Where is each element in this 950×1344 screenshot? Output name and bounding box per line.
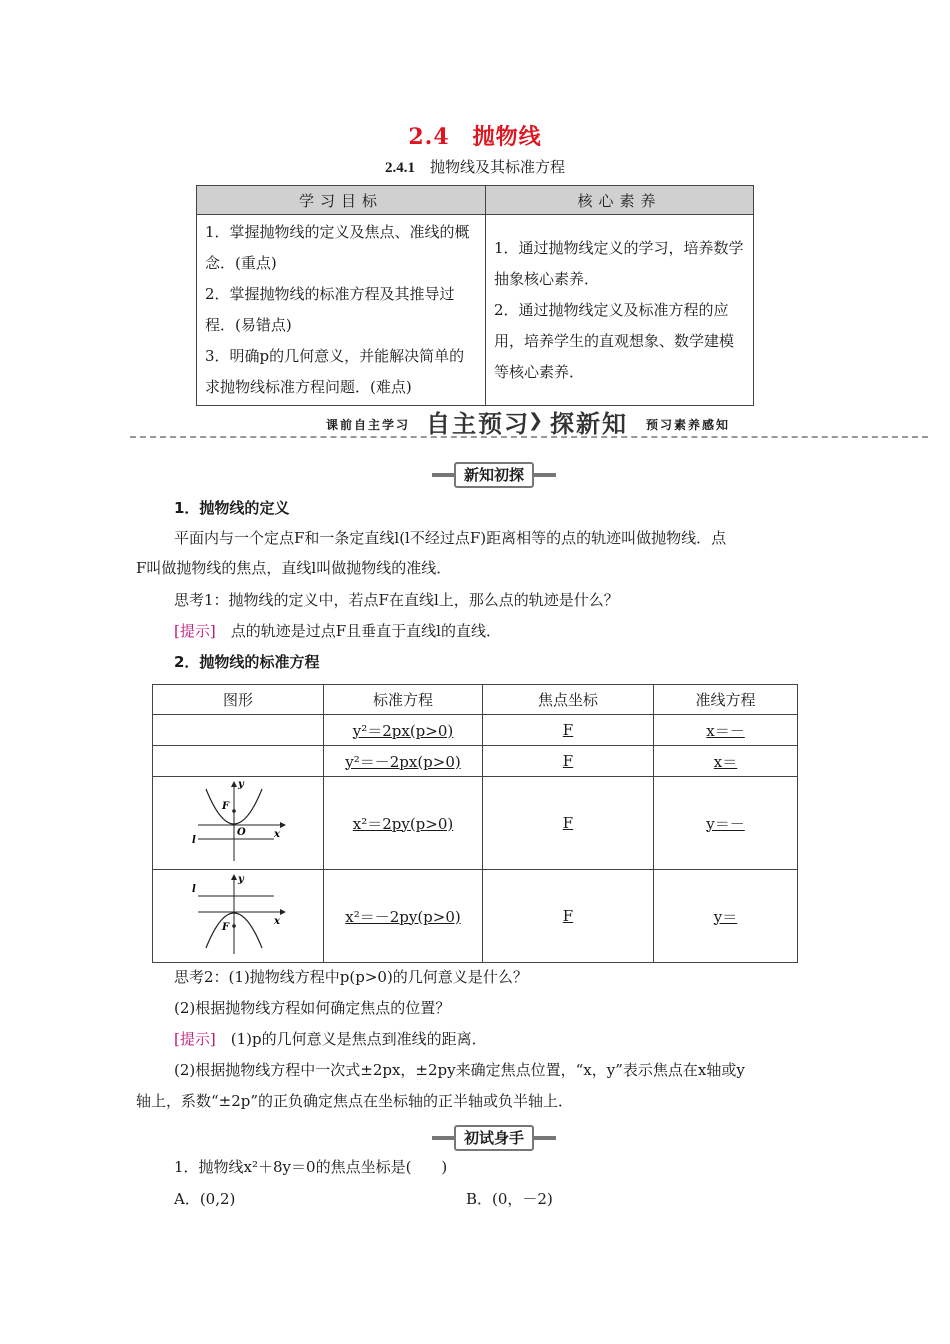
- parabola-up-graph: [188, 779, 288, 863]
- standard-equation-heading: 2．抛物线的标准方程: [174, 653, 320, 671]
- y-axis-arrow: [231, 781, 237, 787]
- think-question-2b: (2)根据抛物线方程如何确定焦点的位置？: [174, 999, 451, 1017]
- banner-right-text: 预习素养感知: [646, 418, 731, 432]
- y-label: y: [238, 779, 244, 790]
- equation-cell: y²＝2px(p>0): [324, 715, 483, 746]
- equation-cell: x²＝－2py(p>0): [324, 870, 483, 963]
- page-title: 2.4 抛物线: [408, 124, 542, 150]
- hint-text: 点的轨迹是过点F且垂直于直线l的直线．: [230, 622, 501, 640]
- section-title: 初试身手: [454, 1125, 534, 1151]
- graph-cell: [153, 715, 324, 746]
- subtitle-text: 抛物线及其标准方程: [414, 158, 565, 176]
- y-axis-arrow: [231, 874, 237, 880]
- goals-header-right: 核心素养: [486, 186, 754, 215]
- goal-item: 1．掌握抛物线的定义及焦点、准线的概念．(重点): [205, 223, 470, 272]
- equation-cell: y²＝－2px(p>0): [324, 746, 483, 777]
- focus-cell: F: [483, 715, 654, 746]
- col-header-directrix: 准线方程: [654, 685, 798, 715]
- table-row: [153, 715, 798, 746]
- banner-arrow-icon: ❯: [528, 410, 546, 431]
- literacy-item: 1．通过抛物线定义的学习，培养数学抽象核心素养．: [494, 238, 744, 288]
- x-label: x: [274, 829, 280, 840]
- directrix-cell: x＝－: [654, 715, 798, 746]
- directrix-label: l: [192, 835, 196, 846]
- table-row: [153, 777, 798, 870]
- col-header-graph: 图形: [153, 685, 324, 715]
- goals-table: [196, 185, 754, 406]
- banner-title-right: 探新知: [550, 410, 628, 438]
- graph-cell: [153, 746, 324, 777]
- directrix-label: l: [192, 884, 196, 895]
- focus-label: F: [222, 801, 230, 812]
- goals-header-left: 学习目标: [197, 186, 486, 215]
- hint-label: [提示]: [174, 1030, 216, 1048]
- table-row: [153, 746, 798, 777]
- question-1: 1．抛物线x²＋8y＝0的焦点坐标是( ): [174, 1158, 448, 1176]
- focus-point: [232, 809, 236, 813]
- goals-left-cell: [197, 215, 486, 406]
- directrix-cell: y＝: [654, 870, 798, 963]
- origin-label: O: [237, 827, 246, 838]
- section-title: 新知初探: [454, 462, 534, 488]
- hint-2a: [174, 1028, 824, 1050]
- definition-line-1: 平面内与一个定点F和一条定直线l(l不经过点F)距离相等的点的轨迹叫做抛物线．点: [174, 529, 727, 547]
- focus-cell: F: [483, 746, 654, 777]
- option-a: A．(0,2): [174, 1190, 236, 1208]
- hint-text: (1)p的几何意义是焦点到准线的距离．: [230, 1030, 487, 1048]
- col-header-focus: 焦点坐标: [483, 685, 654, 715]
- directrix-cell: y＝－: [654, 777, 798, 870]
- preview-banner: [130, 404, 928, 438]
- goals-right-cell: [486, 215, 754, 406]
- focus-label: F: [222, 922, 230, 933]
- focus-cell: F: [483, 777, 654, 870]
- standard-equation-table: [152, 684, 798, 963]
- hint-2c: 轴上，系数“±2p”的正负确定焦点在坐标轴的正半轴或负半轴上．: [136, 1092, 574, 1110]
- definition-line-2: F叫做抛物线的焦点，直线l叫做抛物线的准线．: [136, 559, 452, 577]
- graph-cell: [153, 777, 324, 870]
- definition-heading: 1．抛物线的定义: [174, 499, 290, 517]
- literacy-item: 2．通过抛物线定义及标准方程的应用，培养学生的直观想象、数学建模等核心素养．: [494, 300, 735, 381]
- option-b: B．(0，－2): [466, 1190, 553, 1208]
- y-label: y: [238, 874, 244, 885]
- graph-cell: [153, 870, 324, 963]
- banner-title-left: 自主预习: [426, 410, 530, 438]
- equation-cell: x²＝2py(p>0): [324, 777, 483, 870]
- x-axis-arrow: [280, 822, 286, 828]
- goal-item: 3．明确p的几何意义，并能解决简单的求抛物线标准方程问题．(难点): [205, 347, 465, 396]
- col-header-equation: 标准方程: [324, 685, 483, 715]
- subtitle-number: 2.4.1: [384, 160, 415, 176]
- think-question-1: 思考1：抛物线的定义中，若点F在直线l上，那么点的轨迹是什么？: [174, 591, 619, 609]
- hint-1: [174, 620, 824, 642]
- goal-item: 2．掌握抛物线的标准方程及其推导过程．(易错点): [205, 285, 455, 334]
- section-heading-try: [432, 1125, 556, 1151]
- parabola-down-graph: [188, 872, 288, 956]
- table-row: [153, 870, 798, 963]
- hint-2b: (2)根据抛物线方程中一次式±2px，±2py来确定焦点位置，“x，y”表示焦点在x轴或y: [174, 1061, 745, 1079]
- focus-cell: F: [483, 870, 654, 963]
- directrix-cell: x＝: [654, 746, 798, 777]
- x-label: x: [274, 916, 280, 927]
- section-heading-new-knowledge: [432, 462, 556, 488]
- subtitle: [0, 156, 950, 177]
- think-question-2a: 思考2：(1)抛物线方程中p(p>0)的几何意义是什么？: [174, 968, 528, 986]
- x-axis-arrow: [280, 909, 286, 915]
- hint-label: [提示]: [174, 622, 216, 640]
- focus-point: [232, 924, 236, 928]
- banner-left-text: 课前自主学习: [326, 418, 411, 432]
